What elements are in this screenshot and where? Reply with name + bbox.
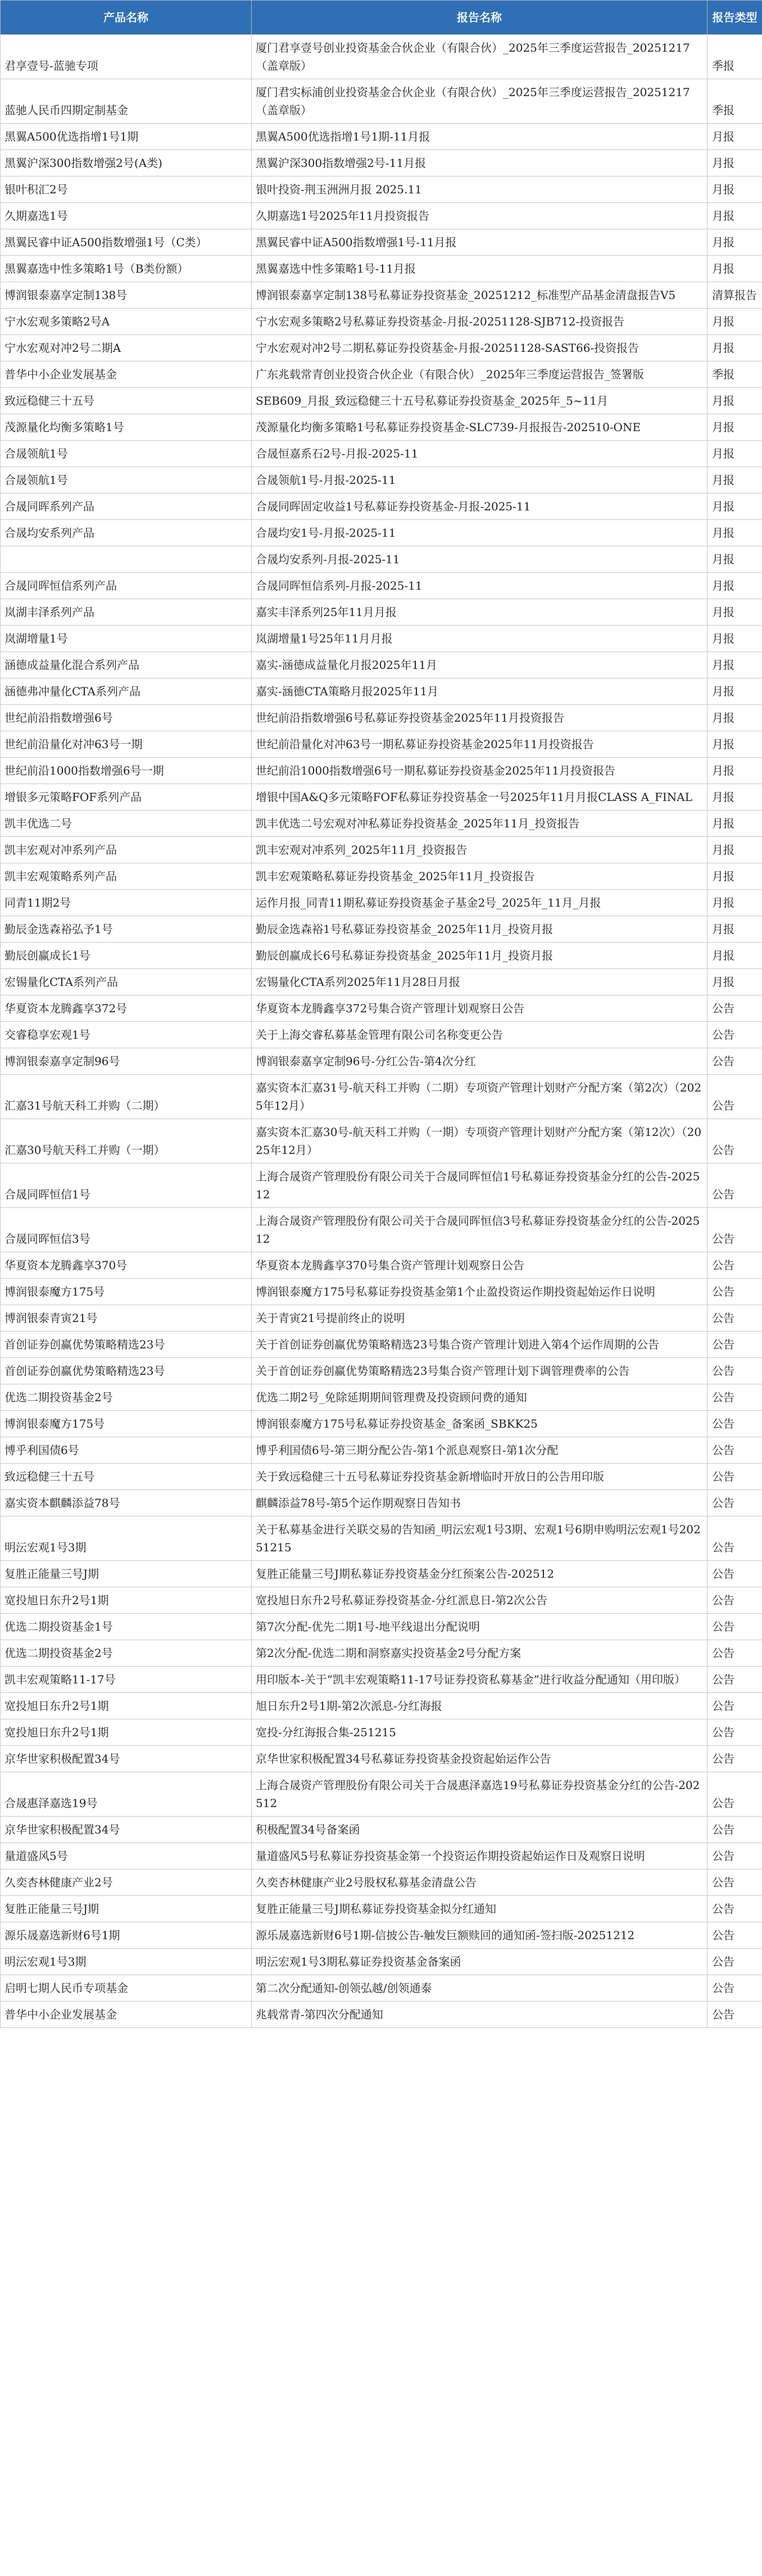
table-row [1,1332,762,1358]
product-name-cell: 增银多元策略FOF系列产品 [1,784,252,811]
report-type-cell: 公告 [707,1640,762,1667]
product-name-cell: 蓝驰人民币四期定制基金 [1,79,252,124]
product-name-cell: 汇嘉30号航天科工并购（一期） [1,1119,252,1163]
report-type-cell: 公告 [707,1305,762,1332]
product-name-cell: 宁水宏观对冲2号二期A [1,335,252,361]
product-name-cell: 涵德成益量化混合系列产品 [1,652,252,678]
report-name-cell: 嘉实资本汇嘉30号-航天科工并购（一期）专项资产管理计划财产分配方案（第12次）（2025年12月） [252,1119,707,1163]
report-name-cell: 嘉实资本汇嘉31号-航天科工并购（二期）专项资产管理计划财产分配方案（第2次）（2025年12月） [252,1075,707,1119]
table-row [1,1896,762,1922]
report-type-cell: 月报 [707,441,762,467]
table-row [1,626,762,652]
product-name-cell: 合晟惠泽嘉选19号 [1,1772,252,1817]
table-row [1,1464,762,1490]
table-row [1,916,762,943]
report-type-cell: 月报 [707,520,762,546]
table-row [1,1746,762,1772]
report-name-cell: 久奕杏林健康产业2号股权私募基金清盘公告 [252,1869,707,1896]
table-row [1,1490,762,1516]
product-name-cell: 博乎利国债6号 [1,1437,252,1464]
report-name-cell: 宽投-分红海报合集-251215 [252,1719,707,1746]
report-name-cell: 厦门君享壹号创业投资基金合伙企业（有限合伙）_2025年三季度运营报告_20251217（盖章版） [252,35,707,79]
report-name-cell: 嘉实-涵德CTA策略月报2025年11月 [252,678,707,705]
product-name-cell: 量道盛风5号 [1,1843,252,1869]
report-type-cell: 月报 [707,863,762,890]
report-type-cell: 公告 [707,1896,762,1922]
table-row [1,1561,762,1587]
report-name-cell: 茂源量化均衡多策略1号私募证券投资基金-SLC739-月报报告-202510-ONE [252,414,707,441]
table-row [1,309,762,335]
table-row [1,943,762,969]
header-row [1,1,762,35]
report-name-cell: 嘉实-涵德成益量化月报2025年11月 [252,652,707,678]
report-name-cell: 勤辰创赢成长6号私募证券投资基金_2025年11月_投资月报 [252,943,707,969]
report-type-cell: 公告 [707,1772,762,1817]
table-row [1,1949,762,1975]
table-row [1,758,762,784]
product-name-cell: 黑翼嘉选中性多策略1号（B类份额） [1,256,252,282]
report-type-cell: 月报 [707,652,762,678]
table-row [1,1817,762,1843]
report-type-cell: 月报 [707,916,762,943]
product-name-cell: 凯丰优选二号 [1,811,252,837]
product-name-cell: 博润银泰嘉享定制138号 [1,282,252,309]
report-name-cell: 岚湖增量1号25年11月月报 [252,626,707,652]
table-row [1,863,762,890]
report-type-cell: 公告 [707,1332,762,1358]
table-row [1,1975,762,2002]
table-row [1,731,762,758]
report-name-cell: 宁水宏观多策略2号私募证券投资基金-月报-20251128-SJB712-投资报告 [252,309,707,335]
report-name-cell: 凯丰优选二号宏观对冲私募证券投资基金_2025年11月_投资报告 [252,811,707,837]
report-name-cell: 厦门君实标浦创业投资基金合伙企业（有限合伙）_2025年三季度运营报告_20251217（盖章版） [252,79,707,124]
table-row [1,520,762,546]
table-row [1,546,762,573]
product-name-cell: 优选二期投资基金2号 [1,1640,252,1667]
table-row [1,1305,762,1332]
report-type-cell: 公告 [707,1746,762,1772]
report-name-cell: 凯丰宏观对冲系列_2025年11月_投资报告 [252,837,707,863]
report-type-cell: 公告 [707,1949,762,1975]
report-type-cell: 公告 [707,2002,762,2028]
product-name-cell: 普华中小企业发展基金 [1,2002,252,2028]
report-type-cell: 月报 [707,124,762,150]
table-row [1,150,762,176]
table-row [1,1358,762,1384]
report-type-cell: 季报 [707,361,762,388]
table-row [1,1772,762,1817]
table-row [1,1614,762,1640]
product-name-cell: 普华中小企业发展基金 [1,361,252,388]
product-name-cell: 博润银泰魔方175号 [1,1411,252,1437]
product-name-cell: 致远稳健三十五号 [1,388,252,414]
report-name-cell: 运作月报_同青11期私募证券投资基金子基金2号_2025年_11月_月报 [252,890,707,916]
product-name-cell: 世纪前沿量化对冲63号一期 [1,731,252,758]
product-name-cell: 凯丰宏观策略11-17号 [1,1667,252,1693]
report-name-cell: 华夏资本龙腾鑫享372号集合资产管理计划观察日公告 [252,995,707,1022]
report-name-cell: 合晟领航1号-月报-2025-11 [252,467,707,494]
product-name-cell: 致远稳健三十五号 [1,1464,252,1490]
table-row [1,1667,762,1693]
report-type-cell: 公告 [707,1163,762,1208]
report-name-cell: 积极配置34号备案函 [252,1817,707,1843]
table-row [1,256,762,282]
report-type-cell: 月报 [707,758,762,784]
report-name-cell: 合晟均安1号-月报-2025-11 [252,520,707,546]
table-row [1,1693,762,1719]
report-name-cell: 合晟恒嘉系石2号-月报-2025-11 [252,441,707,467]
report-type-cell: 月报 [707,837,762,863]
table-row [1,837,762,863]
report-name-cell: 增银中国A&Q多元策略FOF私募证券投资基金一号2025年11月月报CLASS A_FINAL [252,784,707,811]
product-name-cell: 博润银泰青寅21号 [1,1305,252,1332]
table-row [1,678,762,705]
product-name-cell: 世纪前沿1000指数增强6号一期 [1,758,252,784]
table-row [1,494,762,520]
product-name-cell: 合晟同晖恒信1号 [1,1163,252,1208]
product-name-cell: 黑翼民睿中证A500指数增强1号（C类） [1,229,252,256]
product-name-cell: 久期嘉选1号 [1,203,252,229]
report-name-cell: 源乐晟嘉选新财6号1期-信披公告-触发巨额赎回的通知函-签扫版-20251212 [252,1922,707,1949]
product-name-cell: 明沄宏观1号3期 [1,1516,252,1561]
report-type-cell: 公告 [707,1411,762,1437]
report-type-cell: 公告 [707,1208,762,1252]
product-name-cell: 启明七期人民币专项基金 [1,1975,252,2002]
report-type-cell: 月报 [707,943,762,969]
report-type-cell: 公告 [707,1490,762,1516]
table-row [1,1252,762,1279]
report-type-cell: 月报 [707,335,762,361]
table-row [1,1075,762,1119]
report-type-cell: 公告 [707,1437,762,1464]
table-body [1,35,762,2028]
report-type-cell: 月报 [707,705,762,731]
report-type-cell: 公告 [707,1667,762,1693]
report-name-cell: SEB609_月报_致远稳健三十五号私募证券投资基金_2025年_5~11月 [252,388,707,414]
report-type-cell: 月报 [707,388,762,414]
report-name-cell: 博润银泰嘉享定制138号私募证券投资基金_20251212_标准型产品基金清盘报告V5 [252,282,707,309]
product-name-cell: 宽投旭日东升2号1期 [1,1587,252,1614]
report-name-cell: 世纪前沿量化对冲63号一期私募证券投资基金2025年11月投资报告 [252,731,707,758]
report-type-cell: 公告 [707,1384,762,1411]
table-row [1,1719,762,1746]
table-row [1,705,762,731]
report-type-cell: 月报 [707,890,762,916]
report-type-cell: 公告 [707,1516,762,1561]
report-type-cell: 月报 [707,203,762,229]
table-row [1,282,762,309]
report-name-cell: 优选二期2号_免除延期期间管理费及投资顾问费的通知 [252,1384,707,1411]
report-name-cell: 嘉实丰泽系列25年11月月报 [252,599,707,626]
report-type-cell: 公告 [707,1279,762,1305]
table-row [1,1843,762,1869]
table-row [1,2002,762,2028]
report-name-cell: 世纪前沿1000指数增强6号一期私募证券投资基金2025年11月投资报告 [252,758,707,784]
report-type-cell: 公告 [707,1358,762,1384]
report-name-cell: 广东兆载常青创业投资合伙企业（有限合伙）_2025年三季度运营报告_签署版 [252,361,707,388]
product-name-cell: 优选二期投资基金1号 [1,1614,252,1640]
product-name-cell: 凯丰宏观对冲系列产品 [1,837,252,863]
report-type-cell: 公告 [707,1975,762,2002]
report-name-cell: 世纪前沿指数增强6号私募证券投资基金2025年11月投资报告 [252,705,707,731]
report-name-cell: 久期嘉选1号2025年11月投资报告 [252,203,707,229]
report-type-cell: 月报 [707,229,762,256]
product-name-cell: 汇嘉31号航天科工并购（二期） [1,1075,252,1119]
product-name-cell: 世纪前沿指数增强6号 [1,705,252,731]
header-report-type: 报告类型 [707,1,762,35]
report-name-cell: 用印版本-关于“凯丰宏观策略11-17号证券投资私募基金”进行收益分配通知（用印版） [252,1667,707,1693]
header-product-name: 产品名称 [1,1,252,35]
product-name-cell: 合晟领航1号 [1,441,252,467]
report-name-cell: 合晟同晖固定收益1号私募证券投资基金-月报-2025-11 [252,494,707,520]
table-row [1,1163,762,1208]
report-type-cell: 公告 [707,1817,762,1843]
table-row [1,176,762,203]
table-row [1,1119,762,1163]
product-name-cell: 合晟同晖恒信系列产品 [1,573,252,599]
product-name-cell: 明沄宏观1号3期 [1,1949,252,1975]
report-type-cell: 公告 [707,1048,762,1075]
report-name-cell: 上海合晟资产管理股份有限公司关于合晟同晖恒信3号私募证券投资基金分红的公告-202512 [252,1208,707,1252]
report-name-cell: 凯丰宏观策略私募证券投资基金_2025年11月_投资报告 [252,863,707,890]
report-name-cell: 宁水宏观对冲2号二期私募证券投资基金-月报-20251128-SAST66-投资报告 [252,335,707,361]
table-row [1,652,762,678]
table-row [1,1587,762,1614]
table-row [1,335,762,361]
product-name-cell: 同青11期2号 [1,890,252,916]
product-name-cell: 宽投旭日东升2号1期 [1,1719,252,1746]
table-row [1,35,762,79]
report-name-cell: 关于致远稳健三十五号私募证券投资基金新增临时开放日的公告用印版 [252,1464,707,1490]
product-name-cell: 首创证券创赢优势策略精选23号 [1,1358,252,1384]
product-name-cell: 合晟均安系列产品 [1,520,252,546]
report-type-cell: 公告 [707,1869,762,1896]
product-name-cell: 茂源量化均衡多策略1号 [1,414,252,441]
product-name-cell: 合晟领航1号 [1,467,252,494]
report-name-cell: 复胜正能量三号J期私募证券投资基金分红预案公告-202512 [252,1561,707,1587]
report-type-cell: 月报 [707,626,762,652]
report-name-cell: 关于上海交睿私募基金管理有限公司名称变更公告 [252,1022,707,1048]
report-name-cell: 博润银泰嘉享定制96号-分红公告-第4次分红 [252,1048,707,1075]
report-name-cell: 合晟同晖恒信系列-月报-2025-11 [252,573,707,599]
product-name-cell: 久奕杏林健康产业2号 [1,1869,252,1896]
product-name-cell: 华夏资本龙腾鑫享372号 [1,995,252,1022]
report-type-cell: 公告 [707,1843,762,1869]
product-name-cell: 君享壹号-蓝驰专项 [1,35,252,79]
report-type-cell: 月报 [707,176,762,203]
table-row [1,441,762,467]
report-type-cell: 月报 [707,546,762,573]
header-report-name: 报告名称 [252,1,707,35]
product-name-cell: 博润银泰魔方175号 [1,1279,252,1305]
product-name-cell [1,546,252,573]
report-type-cell: 月报 [707,467,762,494]
table-row [1,203,762,229]
product-name-cell: 合晟同晖恒信3号 [1,1208,252,1252]
product-name-cell: 京华世家积极配置34号 [1,1817,252,1843]
product-name-cell: 宏锡量化CTA系列产品 [1,969,252,995]
product-name-cell: 宽投旭日东升2号1期 [1,1693,252,1719]
product-name-cell: 黑翼沪深300指数增强2号(A类) [1,150,252,176]
report-name-cell: 合晟均安系列-月报-2025-11 [252,546,707,573]
report-type-cell: 公告 [707,1587,762,1614]
report-type-cell: 公告 [707,1614,762,1640]
report-name-cell: 上海合晟资产管理股份有限公司关于合晟惠泽嘉选19号私募证券投资基金分红的公告-202512 [252,1772,707,1817]
report-type-cell: 月报 [707,494,762,520]
report-type-cell: 月报 [707,811,762,837]
report-name-cell: 旭日东升2号1期-第2次派息-分红海报 [252,1693,707,1719]
report-type-cell: 清算报告 [707,282,762,309]
product-name-cell: 华夏资本龙腾鑫享370号 [1,1252,252,1279]
product-name-cell: 岚湖丰泽系列产品 [1,599,252,626]
table-row [1,1022,762,1048]
report-name-cell: 麒麟添益78号-第5个运作期观察日告知书 [252,1490,707,1516]
product-name-cell: 凯丰宏观策略系列产品 [1,863,252,890]
report-name-cell: 博润银泰魔方175号私募证券投资基金第1个止盈投资运作期投资起始运作日说明 [252,1279,707,1305]
report-name-cell: 明沄宏观1号3期私募证券投资基金备案函 [252,1949,707,1975]
report-name-cell: 关于首创证券创赢优势策略精选23号集合资产管理计划下调管理费率的公告 [252,1358,707,1384]
report-type-cell: 月报 [707,731,762,758]
report-name-cell: 量道盛风5号私募证券投资基金第一个投资运作期投资起始运作日及观察日说明 [252,1843,707,1869]
table-row [1,467,762,494]
report-type-cell: 月报 [707,969,762,995]
product-name-cell: 博润银泰嘉享定制96号 [1,1048,252,1075]
report-name-cell: 第二次分配通知-创领弘越/创领通泰 [252,1975,707,2002]
report-name-cell: 银叶投资-荆玉洲洲月报 2025.11 [252,176,707,203]
report-name-cell: 博乎利国债6号-第三期分配公告-第1个派息观察日-第1次分配 [252,1437,707,1464]
table-row [1,1208,762,1252]
report-name-cell: 勤辰金选森裕1号私募证券投资基金_2025年11月_投资月报 [252,916,707,943]
table-row [1,1384,762,1411]
report-type-cell: 公告 [707,1022,762,1048]
table-row [1,811,762,837]
product-name-cell: 嘉实资本麒麟添益78号 [1,1490,252,1516]
report-name-cell: 宏锡量化CTA系列2025年11月28日月报 [252,969,707,995]
table-row [1,1869,762,1896]
report-type-cell: 公告 [707,1693,762,1719]
report-type-cell: 月报 [707,678,762,705]
report-name-cell: 黑翼嘉选中性多策略1号-11月报 [252,256,707,282]
report-type-cell: 月报 [707,256,762,282]
product-name-cell: 复胜正能量三号J期 [1,1896,252,1922]
product-name-cell: 宁水宏观多策略2号A [1,309,252,335]
table-row [1,995,762,1022]
table-row [1,388,762,414]
report-type-cell: 月报 [707,599,762,626]
report-name-cell: 黑翼A500优选指增1号1期-11月报 [252,124,707,150]
table-row [1,124,762,150]
product-name-cell: 源乐晟嘉选新财6号1期 [1,1922,252,1949]
report-type-cell: 月报 [707,414,762,441]
table-row [1,890,762,916]
table-row [1,229,762,256]
report-name-cell: 第2次分配-优选二期和洞察嘉实投资基金2号分配方案 [252,1640,707,1667]
product-name-cell: 涵德弗冲量化CTA系列产品 [1,678,252,705]
report-type-cell: 公告 [707,1464,762,1490]
report-name-cell: 复胜正能量三号J期私募证券投资基金拟分红通知 [252,1896,707,1922]
table-row [1,784,762,811]
product-name-cell: 首创证券创赢优势策略精选23号 [1,1332,252,1358]
product-name-cell: 勤辰创赢成长1号 [1,943,252,969]
report-name-cell: 关于私募基金进行关联交易的告知函_明沄宏观1号3期、宏观1号6期申购明沄宏观1号20251215 [252,1516,707,1561]
table-row [1,414,762,441]
table-row [1,1437,762,1464]
product-name-cell: 京华世家积极配置34号 [1,1746,252,1772]
report-name-cell: 关于青寅21号提前终止的说明 [252,1305,707,1332]
report-name-cell: 黑翼民睿中证A500指数增强1号-11月报 [252,229,707,256]
report-type-cell: 公告 [707,1075,762,1119]
report-type-cell: 公告 [707,1561,762,1587]
table-row [1,573,762,599]
table-row [1,79,762,124]
report-type-cell: 公告 [707,1119,762,1163]
report-name-cell: 黑翼沪深300指数增强2号-11月报 [252,150,707,176]
table-row [1,1279,762,1305]
product-name-cell: 岚湖增量1号 [1,626,252,652]
table-row [1,1922,762,1949]
product-name-cell: 复胜正能量三号J期 [1,1561,252,1587]
report-type-cell: 季报 [707,79,762,124]
table-row [1,1048,762,1075]
report-name-cell: 上海合晟资产管理股份有限公司关于合晟同晖恒信1号私募证券投资基金分红的公告-202512 [252,1163,707,1208]
table-row [1,1516,762,1561]
product-name-cell: 黑翼A500优选指增1号1期 [1,124,252,150]
report-name-cell: 兆载常青-第四次分配通知 [252,2002,707,2028]
report-type-cell: 月报 [707,309,762,335]
report-type-cell: 月报 [707,150,762,176]
product-name-cell: 合晟同晖系列产品 [1,494,252,520]
report-type-cell: 季报 [707,35,762,79]
report-name-cell: 第7次分配-优先二期1号-地平线退出分配说明 [252,1614,707,1640]
report-name-cell: 宽投旭日东升2号私募证券投资基金-分红派息日-第2次公告 [252,1587,707,1614]
report-type-cell: 月报 [707,784,762,811]
product-name-cell: 勤辰金选森裕弘予1号 [1,916,252,943]
report-type-cell: 公告 [707,1922,762,1949]
table-row [1,1640,762,1667]
table-row [1,1411,762,1437]
product-name-cell: 交睿稳享宏观1号 [1,1022,252,1048]
report-name-cell: 华夏资本龙腾鑫享370号集合资产管理计划观察日公告 [252,1252,707,1279]
table-row [1,969,762,995]
report-type-cell: 公告 [707,1252,762,1279]
product-name-cell: 银叶积汇2号 [1,176,252,203]
report-name-cell: 博润银泰魔方175号私募证券投资基金_备案函_SBKK25 [252,1411,707,1437]
report-type-cell: 月报 [707,573,762,599]
report-type-cell: 公告 [707,1719,762,1746]
report-name-cell: 关于首创证券创赢优势策略精选23号集合资产管理计划进入第4个运作周期的公告 [252,1332,707,1358]
report-name-cell: 京华世家积极配置34号私募证券投资基金投资起始运作公告 [252,1746,707,1772]
table-row [1,599,762,626]
product-name-cell: 优选二期投资基金2号 [1,1384,252,1411]
table-row [1,361,762,388]
report-type-cell: 公告 [707,995,762,1022]
